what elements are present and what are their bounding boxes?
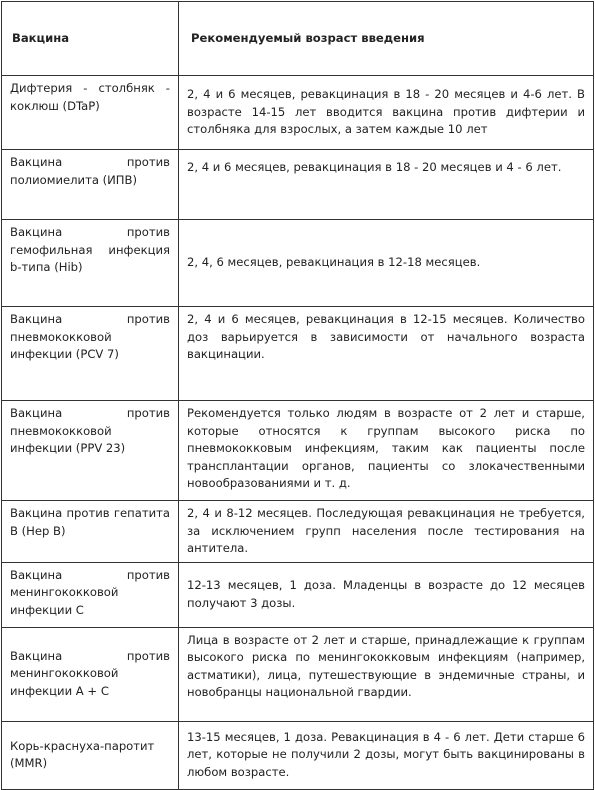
vaccine-cell: Вакцина против пневмококковой инфекции (PPV 23) bbox=[2, 401, 179, 501]
age-cell: 2, 4, 6 месяцев, ревакцинация в 12-18 месяцев. bbox=[179, 220, 594, 307]
age-cell: 2, 4 и 6 месяцев, ревакцинация в 12-15 месяцев. Количество доз варьируется в зависимости от начального возраста вакцинации. bbox=[179, 307, 594, 401]
vaccine-cell: Вакцина против менингококковой инфекции А + С bbox=[2, 627, 179, 721]
vaccination-table bbox=[1, 1, 594, 790]
age-cell: Рекомендуется только людям в возрасте от 2 лет и старше, которые относятся к группам высокого риска по пневмококковым инфекциям, таким как пациенты после трансплантации органов, пациенты со злокачественными новообразованиями и т. д. bbox=[179, 401, 594, 501]
table-row bbox=[2, 401, 594, 501]
table-row bbox=[2, 627, 594, 721]
table-row bbox=[2, 562, 594, 627]
vaccine-cell: Вакцина против гепатита В (Hep B) bbox=[2, 501, 179, 563]
age-cell: 13-15 месяцев, 1 доза. Ревакцинация в 4 - 6 лет. Дети старше 6 лет, которые не получили 2 дозы, могут быть вакцинированы в любом возрасте. bbox=[179, 721, 594, 789]
header-row bbox=[2, 2, 594, 76]
table-row bbox=[2, 150, 594, 220]
header-vaccine: Вакцина bbox=[2, 2, 179, 76]
table-row bbox=[2, 307, 594, 401]
age-cell: Лица в возрасте от 2 лет и старше, принадлежащие к группам высокого риска по менингококковым инфекциям (например, астматики), лица, путешествующие в эндемичные страны, и новобранцы национальной гвардии. bbox=[179, 627, 594, 721]
age-cell: 2, 4 и 6 месяцев, ревакцинация в 18 - 20 месяцев и 4-6 лет. В возрасте 14-15 лет вводится вакцина против дифтерии и столбняка для взрослых, а затем каждые 10 лет bbox=[179, 76, 594, 150]
vaccine-cell: Корь-краснуха-паротит (MMR) bbox=[2, 721, 179, 789]
age-cell: 12-13 месяцев, 1 доза. Младенцы в возрасте до 12 месяцев получают 3 дозы. bbox=[179, 562, 594, 627]
vaccine-cell: Вакцина против полиомиелита (ИПВ) bbox=[2, 150, 179, 220]
vaccine-cell: Дифтерия - столбняк - коклюш (DTaP) bbox=[2, 76, 179, 150]
vaccine-cell: Вакцина против гемофильная инфекция b-типа (Hib) bbox=[2, 220, 179, 307]
age-cell: 2, 4 и 6 месяцев, ревакцинация в 18 - 20 месяцев и 4 - 6 лет. bbox=[179, 150, 594, 220]
table-row bbox=[2, 220, 594, 307]
age-cell: 2, 4 и 8-12 месяцев. Последующая ревакцинация не требуется, за исключением групп населения после тестирования на антитела. bbox=[179, 501, 594, 563]
vaccine-cell: Вакцина против менингококковой инфекции С bbox=[2, 562, 179, 627]
table-row bbox=[2, 501, 594, 563]
vaccine-cell: Вакцина против пневмококковой инфекции (PCV 7) bbox=[2, 307, 179, 401]
table-row bbox=[2, 721, 594, 789]
table-row bbox=[2, 76, 594, 150]
header-age: Рекомендуемый возраст введения bbox=[179, 2, 594, 76]
